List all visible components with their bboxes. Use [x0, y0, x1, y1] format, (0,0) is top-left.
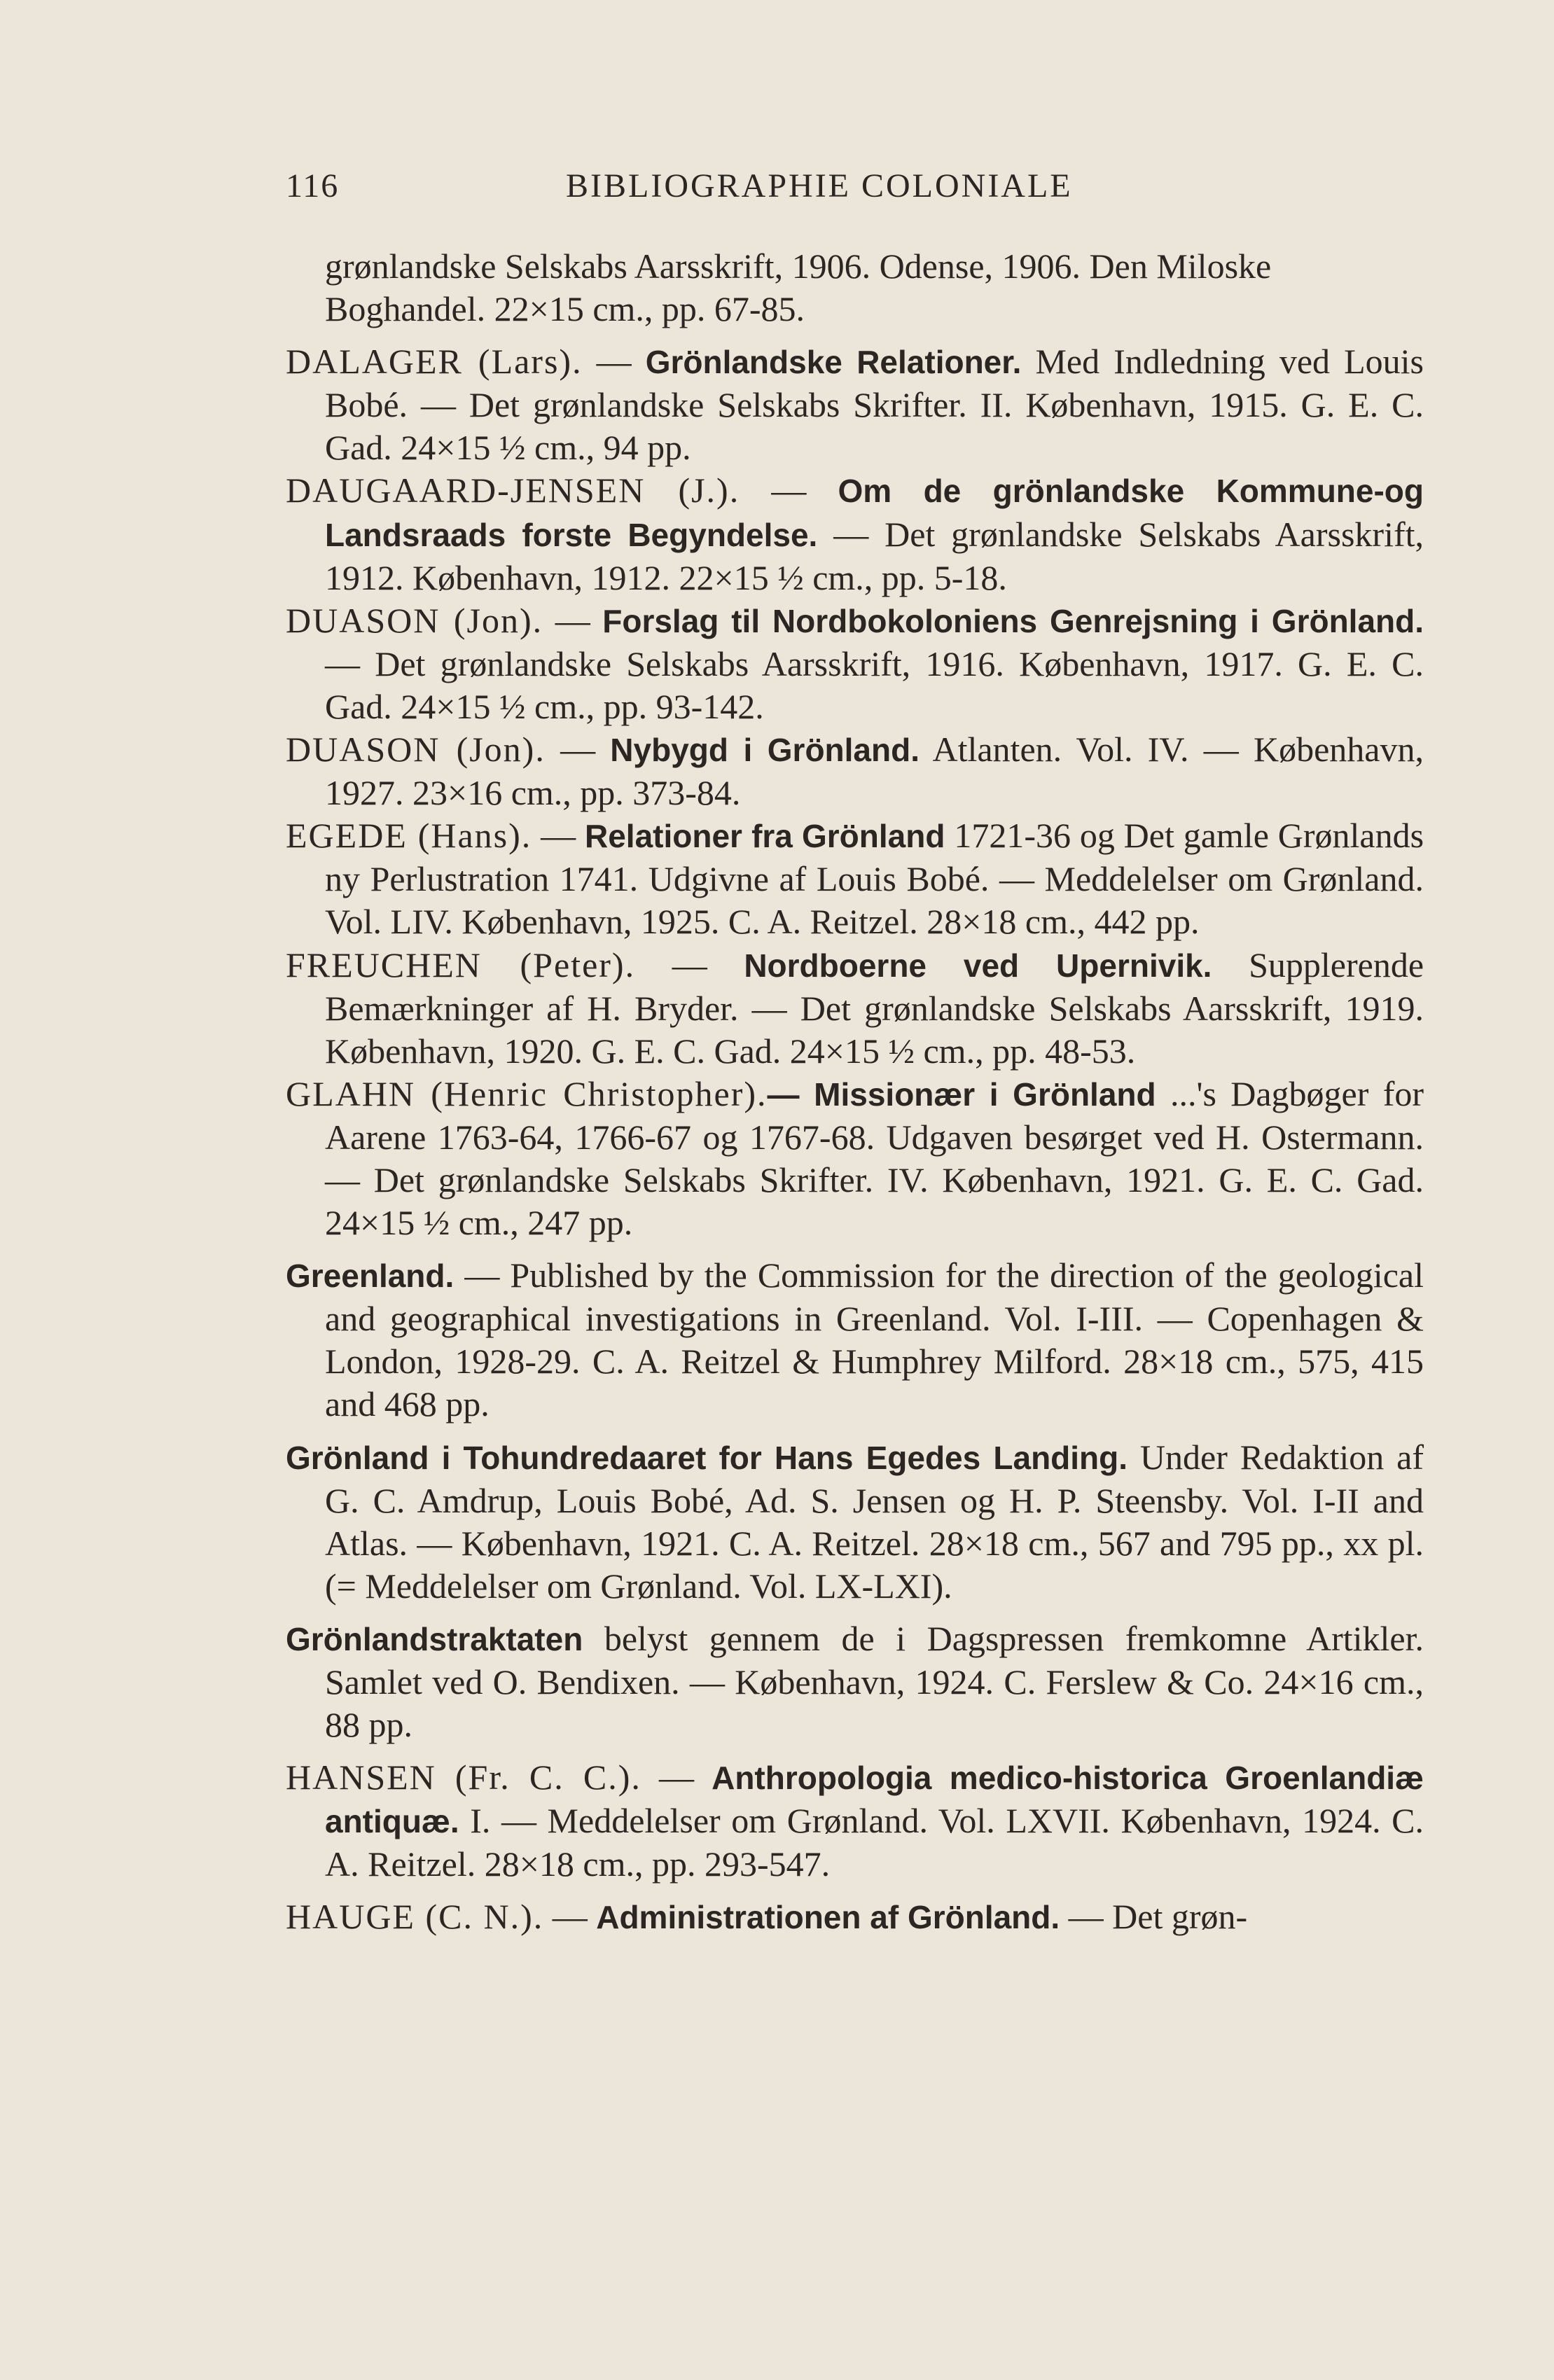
bibliography-entry [286, 1436, 1424, 1608]
bibliography-entry-continuation [286, 245, 1424, 330]
bibliography-entry: DALAGER (Lars). — Grönlandske Relationer. Med Indledning ved Louis Bobé. — Det grønlandske Selskabs Skrifter. II. København, 1915. G. E. C. Gad. 24×15 ½ cm., 94 pp. [286, 342, 1424, 468]
entry-title: Grönlandstraktaten [286, 1620, 583, 1657]
bibliography-entry: EGEDE (Hans). — Relationer fra Grönland 1721-36 og Det gamle Grønlands ny Perlustration 1741. Udgivne af Louis Bobé. — Meddelelser om Grønland. Vol. LIV. København, 1925. C. A. Reitzel. 28×18 cm., 442 pp. [286, 816, 1424, 942]
entry-author: FREUCHEN (Peter). [286, 945, 636, 984]
bibliography-list [286, 245, 1424, 1940]
running-header [286, 167, 1315, 216]
bibliography-entry: DUASON (Jon). — Nybygd i Grönland. Atlanten. Vol. IV. — København, 1927. 23×16 cm., pp. 373-84. [286, 730, 1424, 813]
entry-title: Nybygd i Grönland. [610, 732, 920, 769]
entry-author: DUASON (Jon). [286, 600, 543, 640]
bibliography-entry [286, 1617, 1424, 1746]
entry-rest: I. — Meddelelser om Grønland. Vol. LXVII. København, 1924. C. A. Reitzel. 28×18 cm., pp. 293-547. [325, 1801, 1424, 1884]
entry-rest: Atlanten. Vol. IV. — København, 1927. 23×16 cm., pp. 373-84. [325, 730, 1424, 813]
entry-author: HANSEN (Fr. C. C.). [286, 1758, 641, 1797]
entry-author: DUASON (Jon). [286, 730, 546, 770]
bibliography-entry: HANSEN (Fr. C. C.). — Anthropologia medico-historica Groenlandiæ antiquæ. I. — Meddelelser om Grønland. Vol. LXVII. København, 1924. C. A. Reitzel. 28×18 cm., pp. 293-547. [286, 1758, 1424, 1884]
entry-rest: 1721-36 og Det gamle Grønlands ny Perlustration 1741. Udgivne af Louis Bobé. — Meddelelser om Grønland. Vol. LIV. København, 1925. C. A. Reitzel. 28×18 cm., 442 pp. [325, 816, 1424, 942]
entry-title: Om de grönlandske Kommune-og Landsraads forste Begyndelse. [325, 473, 1424, 553]
bibliography-entry [286, 1254, 1424, 1426]
entry-title: Anthropologia medico-historica Groenlandiæ antiquæ. [325, 1760, 1424, 1840]
entry-title: Grönland i Tohundredaaret for Hans Egedes Landing. [286, 1439, 1128, 1476]
entry-title: Greenland. [286, 1258, 455, 1295]
entry-rest: Under Redaktion af G. C. Amdrup, Louis Bobé, Ad. S. Jensen og H. P. Steensby. Vol. I-II and Atlas. — København, 1921. C. A. Reitzel. 28×18 cm., 567 and 795 pp., xx pl. (= Meddelelser om Grønland. Vol. LX-LXI). [325, 1437, 1424, 1606]
entry-title: Nordboerne ved Upernivik. [744, 947, 1212, 984]
entry-rest: — Det grøn- [1068, 1897, 1248, 1937]
bibliography-entry: FREUCHEN (Peter). — Nordboerne ved Upernivik. Supplerende Bemærkninger af H. Bryder. — Det grønlandske Selskabs Aarsskrift, 1919. København, 1920. G. E. C. Gad. 24×15 ½ cm., pp. 48-53. [286, 945, 1424, 1071]
entry-rest: — Det grønlandske Selskabs Aarsskrift, 1916. København, 1917. G. E. C. Gad. 24×15 ½ cm., pp. 93-142. [325, 643, 1424, 726]
entry-rest: belyst gennem de i Dagspressen fremkomne Artikler. Samlet ved O. Bendixen. — København, 1924. C. Ferslew & Co. 24×16 cm., 88 pp. [325, 1618, 1424, 1745]
entry-title: Administrationen af Grönland. [596, 1899, 1060, 1936]
entry-title: Forslag til Nordbokoloniens Genrejsning i Grönland. [602, 602, 1424, 639]
entry-rest: — Published by the Commission for the direction of the geological and geographical investigations in Greenland. Vol. I-III. — Copenhagen & London, 1928-29. C. A. Reitzel & Humphrey Milford. 28×18 cm., 575, 415 and 468 pp. [325, 1255, 1424, 1424]
entry-title: — Missionær i Grönland [767, 1076, 1156, 1113]
entry-rest: Supplerende Bemærkninger af H. Bryder. — Det grønlandske Selskabs Aarsskrift, 1919. København, 1920. G. E. C. Gad. 24×15 ½ cm., pp. 48-53. [325, 945, 1424, 1071]
entry-author: GLAHN (Henric Christopher). [286, 1073, 768, 1113]
entry-author: DAUGAARD-JENSEN (J.). [286, 471, 740, 510]
entry-rest: grønlandske Selskabs Aarsskrift, 1906. Odense, 1906. Den Miloske Boghandel. 22×15 cm., pp. 67-85. [325, 246, 1272, 329]
running-title: BIBLIOGRAPHIE COLONIALE [566, 167, 1073, 204]
bibliography-entry: DAUGAARD-JENSEN (J.). — Om de grönlandske Kommune-og Landsraads forste Begyndelse. — Det grønlandske Selskabs Aarsskrift, 1912. København, 1912. 22×15 ½ cm., pp. 5-18. [286, 471, 1424, 597]
entry-rest: ...'s Dagbøger for Aarene 1763-64, 1766-67 og 1767-68. Udgaven besørget ved H. Ostermann. — Det grønlandske Selskabs Skrifter. IV. København, 1921. G. E. C. Gad. 24×15 ½ cm., 247 pp. [325, 1073, 1424, 1243]
page-number: 116 [286, 167, 340, 204]
entry-rest: — Det grønlandske Selskabs Aarsskrift, 1912. København, 1912. 22×15 ½ cm., pp. 5-18. [325, 514, 1424, 597]
entry-title: Relationer fra Grönland [584, 818, 945, 855]
bibliography-entry: HAUGE (C. N.). — Administrationen af Grönland. — Det grøn- [286, 1897, 1248, 1937]
bibliography-entry: DUASON (Jon). — Forslag til Nordbokoloniens Genrejsning i Grönland. — Det grønlandske Selskabs Aarsskrift, 1916. København, 1917. G. E. C. Gad. 24×15 ½ cm., pp. 93-142. [286, 600, 1424, 726]
bibliography-entry [286, 1073, 1424, 1244]
entry-author: HAUGE (C. N.). [286, 1897, 544, 1937]
entry-title: Grönlandske Relationer. [645, 344, 1022, 381]
entry-author: DALAGER (Lars). [286, 342, 583, 382]
entry-rest: Med Indledning ved Louis Bobé. — Det grønlandske Selskabs Skrifter. II. København, 1915. G. E. C. Gad. 24×15 ½ cm., 94 pp. [325, 342, 1424, 468]
entry-author: EGEDE (Hans). [286, 816, 532, 856]
